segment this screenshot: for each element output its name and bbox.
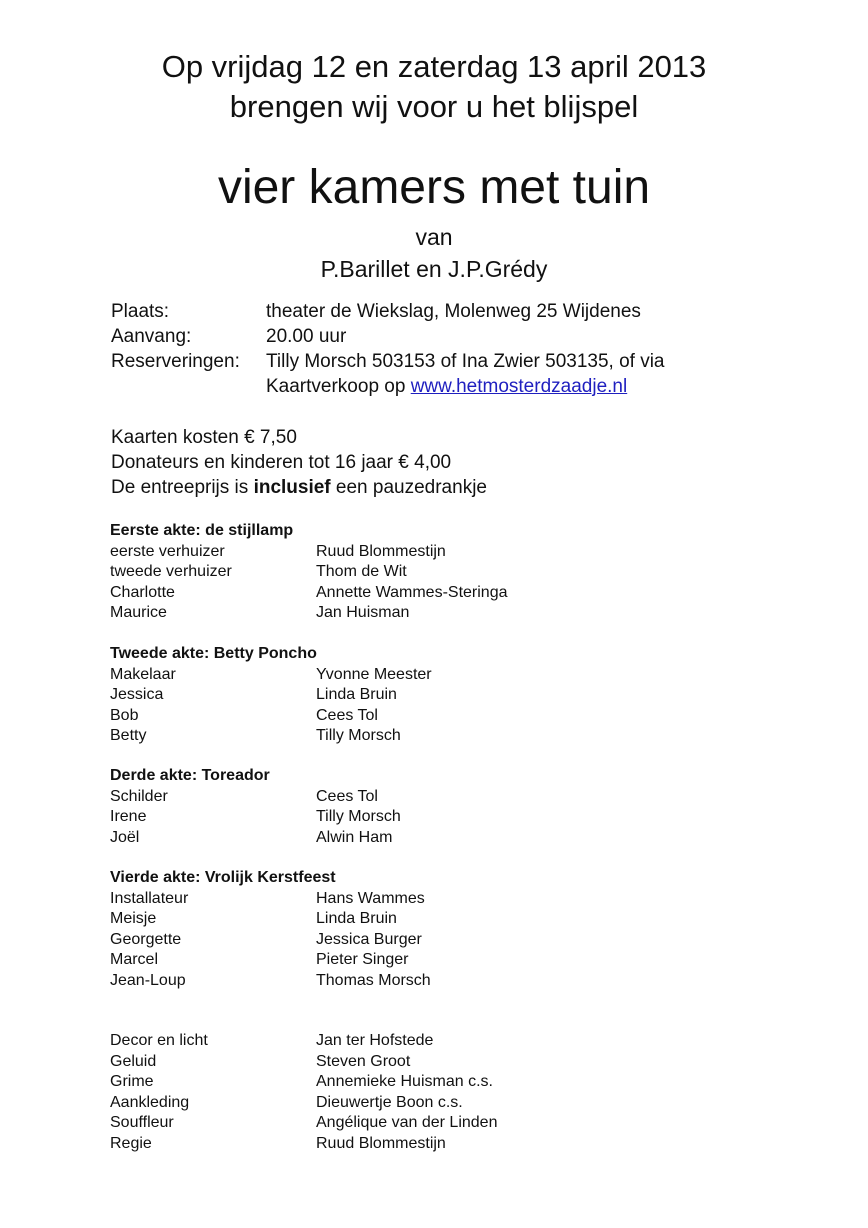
reserveringen-label: Reserveringen: <box>111 351 240 372</box>
act-4 <box>110 868 810 991</box>
act-title: Vierde akte: Vrolijk Kerstfeest <box>110 869 336 886</box>
cast-actor: Alwin Ham <box>316 828 393 846</box>
info-aanvang <box>111 324 811 349</box>
crew-person: Jan ter Hofstede <box>316 1032 434 1049</box>
cast-actor: Cees Tol <box>316 706 378 724</box>
crew-person: Ruud Blommestijn <box>316 1134 446 1152</box>
cast-role: Betty <box>110 727 147 744</box>
cast-role: Meisje <box>110 910 157 927</box>
act-title: Derde akte: Toreador <box>110 767 270 784</box>
cast-row <box>110 930 810 951</box>
cast-actor: Pieter Singer <box>316 951 409 968</box>
play-title: vier kamers met tuin <box>217 161 651 214</box>
crew-row <box>110 1031 810 1052</box>
intro-line: brengen wij voor u het blijspel <box>229 89 639 124</box>
act-2 <box>110 644 810 747</box>
cast-role: Irene <box>110 808 147 825</box>
cast-actor: Thom de Wit <box>316 563 407 580</box>
crew-list <box>110 1031 810 1154</box>
cast-role: Bob <box>110 706 139 724</box>
cast-row <box>110 889 810 910</box>
website-link[interactable]: www.hetmosterdzaadje.nl <box>410 376 628 397</box>
cast-actor: Thomas Morsch <box>316 971 431 989</box>
cast-role: Schilder <box>110 787 168 805</box>
cast-row <box>110 807 810 828</box>
aanvang-value: 20.00 uur <box>266 326 347 347</box>
crew-person: Steven Groot <box>316 1052 411 1070</box>
kaartverkoop-line <box>266 374 627 399</box>
crew-row <box>110 1093 810 1114</box>
info-reserveringen <box>111 349 811 374</box>
by-label: van <box>415 224 453 250</box>
info-plaats <box>111 299 811 324</box>
cast-actor: Cees Tol <box>316 787 378 805</box>
cast-row <box>110 909 810 930</box>
crew-role: Geluid <box>110 1052 157 1070</box>
act-1 <box>110 521 810 624</box>
cast-row <box>110 726 810 747</box>
cast-row <box>110 665 810 686</box>
plaats-label: Plaats: <box>111 301 170 322</box>
price-note-pre: De entreeprijs is <box>111 477 254 498</box>
cast-row <box>110 542 810 563</box>
cast-row <box>110 685 810 706</box>
crew-row <box>110 1134 810 1155</box>
aanvang-label: Aanvang: <box>111 326 192 347</box>
cast-actor: Linda Bruin <box>316 686 397 703</box>
cast-row <box>110 950 810 971</box>
cast-actor: Tilly Morsch <box>316 727 401 744</box>
reserveringen-value: Tilly Morsch 503153 of Ina Zwier 503135, of via <box>266 351 665 372</box>
cast-role: Joël <box>110 828 140 846</box>
cast-row <box>110 787 810 808</box>
cast-actor: Linda Bruin <box>316 910 397 927</box>
crew-row <box>110 1113 810 1134</box>
cast-role: Charlotte <box>110 583 175 601</box>
cast-role: Makelaar <box>110 665 176 683</box>
cast-row <box>110 583 810 604</box>
cast-actor: Yvonne Meester <box>316 665 432 683</box>
cast-role: Maurice <box>110 604 167 621</box>
crew-role: Grime <box>110 1073 154 1090</box>
crew-role: Aankleding <box>110 1093 190 1111</box>
cast-role: Installateur <box>110 889 189 907</box>
cast-role: Georgette <box>110 930 182 948</box>
act-3 <box>110 766 810 848</box>
info-kaartverkoop <box>111 374 811 399</box>
crew-role: Regie <box>110 1134 152 1152</box>
cast-actor: Jan Huisman <box>316 604 410 621</box>
cast-row <box>110 971 810 992</box>
cast-actor: Tilly Morsch <box>316 808 401 825</box>
crew-row <box>110 1052 810 1073</box>
cast-role: Jessica <box>110 686 164 703</box>
cast-row <box>110 603 810 624</box>
cast-actor: Ruud Blommestijn <box>316 542 446 560</box>
crew-person: Annemieke Huisman c.s. <box>316 1073 493 1090</box>
cast-role: eerste verhuizer <box>110 542 225 560</box>
price-reduced: Donateurs en kinderen tot 16 jaar € 4,00 <box>111 452 452 473</box>
act-title: Eerste akte: de stijllamp <box>110 522 294 539</box>
cast-actor: Annette Wammes-Steringa <box>316 583 508 601</box>
cast-actor: Hans Wammes <box>316 889 425 907</box>
cast-row <box>110 562 810 583</box>
crew-person: Angélique van der Linden <box>316 1114 498 1131</box>
cast-role: Jean-Loup <box>110 971 186 989</box>
cast-row <box>110 706 810 727</box>
act-title: Tweede akte: Betty Poncho <box>110 645 317 662</box>
price-regular: Kaarten kosten € 7,50 <box>111 427 297 448</box>
cast-role: Marcel <box>110 951 159 968</box>
price-note-post: een pauzedrankje <box>330 477 487 498</box>
cast-actor: Jessica Burger <box>316 930 422 948</box>
cast-row <box>110 828 810 849</box>
prices-block <box>111 425 487 500</box>
price-note <box>111 475 487 500</box>
crew-role: Decor en licht <box>110 1032 208 1049</box>
authors: P.Barillet en J.P.Grédy <box>320 256 548 282</box>
cast-role: tweede verhuizer <box>110 563 232 580</box>
plaats-value: theater de Wiekslag, Molenweg 25 Wijdenes <box>266 301 641 322</box>
kaartverkoop-text: Kaartverkoop op <box>266 376 411 397</box>
crew-row <box>110 1072 810 1093</box>
date-line: Op vrijdag 12 en zaterdag 13 april 2013 <box>161 49 707 84</box>
price-note-bold: inclusief <box>253 477 331 498</box>
crew-role: Souffleur <box>110 1114 174 1131</box>
crew-person: Dieuwertje Boon c.s. <box>316 1093 463 1111</box>
